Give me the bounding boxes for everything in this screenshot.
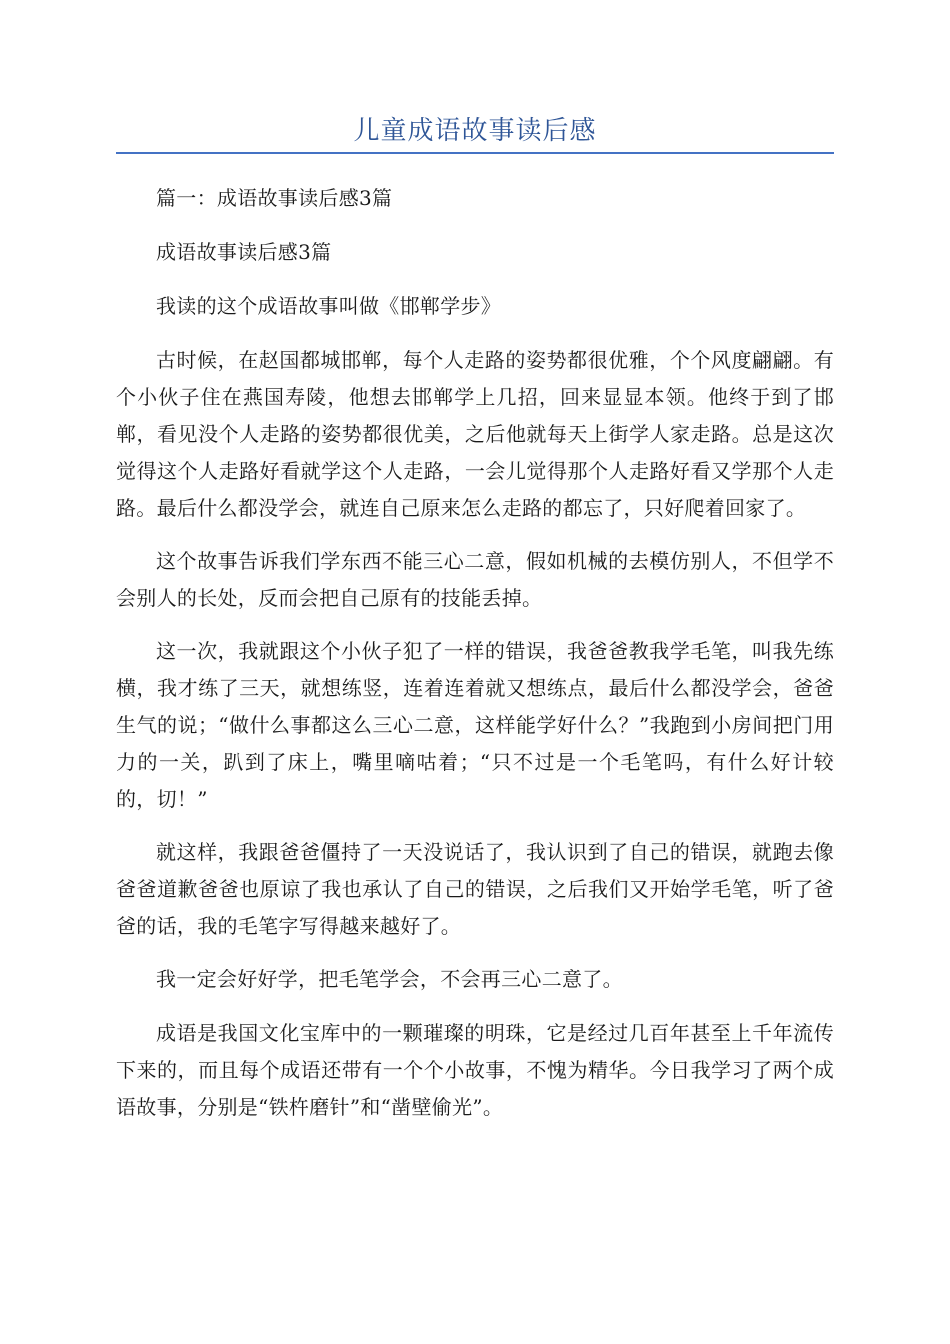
document-title: 儿童成语故事读后感: [353, 116, 597, 146]
paragraph: 这个故事告诉我们学东西不能三心二意，假如机械的去模仿别人，不但学不会别人的长处，反而会把自己原有的技能丢掉。: [116, 549, 834, 610]
document-page: [116, 0, 834, 1142]
document-body: [116, 180, 834, 1126]
paragraph: 成语是我国文化宝库中的一颗璀璨的明珠，它是经过几百年甚至上千年流传下来的，而且每个成语还带有一个个小故事，不愧为精华。今日我学习了两个成语故事，分别是“铁杵磨针”和“凿壁偷光”。: [116, 1021, 834, 1119]
paragraph: 就这样，我跟爸爸僵持了一天没说话了，我认识到了自己的错误，就跑去像爸爸道歉爸爸也原谅了我也承认了自己的错误，之后我们又开始学毛笔，听了爸爸的话，我的毛笔字写得越来越好了。: [116, 840, 834, 938]
paragraph: 篇一：成语故事读后感3篇: [156, 186, 393, 210]
paragraph: 古时候，在赵国都城邯郸，每个人走路的姿势都很优雅，个个风度翩翩。有个小伙子住在燕国寿陵，他想去邯郸学上几招，回来显显本领。他终于到了邯郸，看见没个人走路的姿势都很优美，之后他就每天上街学人家走路。总是这次觉得这个人走路好看就学这个人走路，一会儿觉得那个人走路好看又学那个人走路。最后什么都没学会，就连自己原来怎么走路的都忘了，只好爬着回家了。: [116, 348, 834, 520]
paragraph: 成语故事读后感3篇: [156, 240, 332, 264]
title-underline: [116, 152, 834, 154]
paragraph: 我一定会好好学，把毛笔学会，不会再三心二意了。: [156, 967, 623, 991]
paragraph: 这一次，我就跟这个小伙子犯了一样的错误，我爸爸教我学毛笔，叫我先练横，我才练了三天，就想练竖，连着连着就又想练点，最后什么都没学会，爸爸生气的说；“做什么事都这么三心二意，这样能学好什么？”我跑到小房间把门用力的一关，趴到了床上，嘴里嘀咕着；“只不过是一个毛笔吗，有什么好计较的，切！”: [116, 639, 834, 811]
paragraph: 我读的这个成语故事叫做《邯郸学步》: [156, 294, 502, 318]
